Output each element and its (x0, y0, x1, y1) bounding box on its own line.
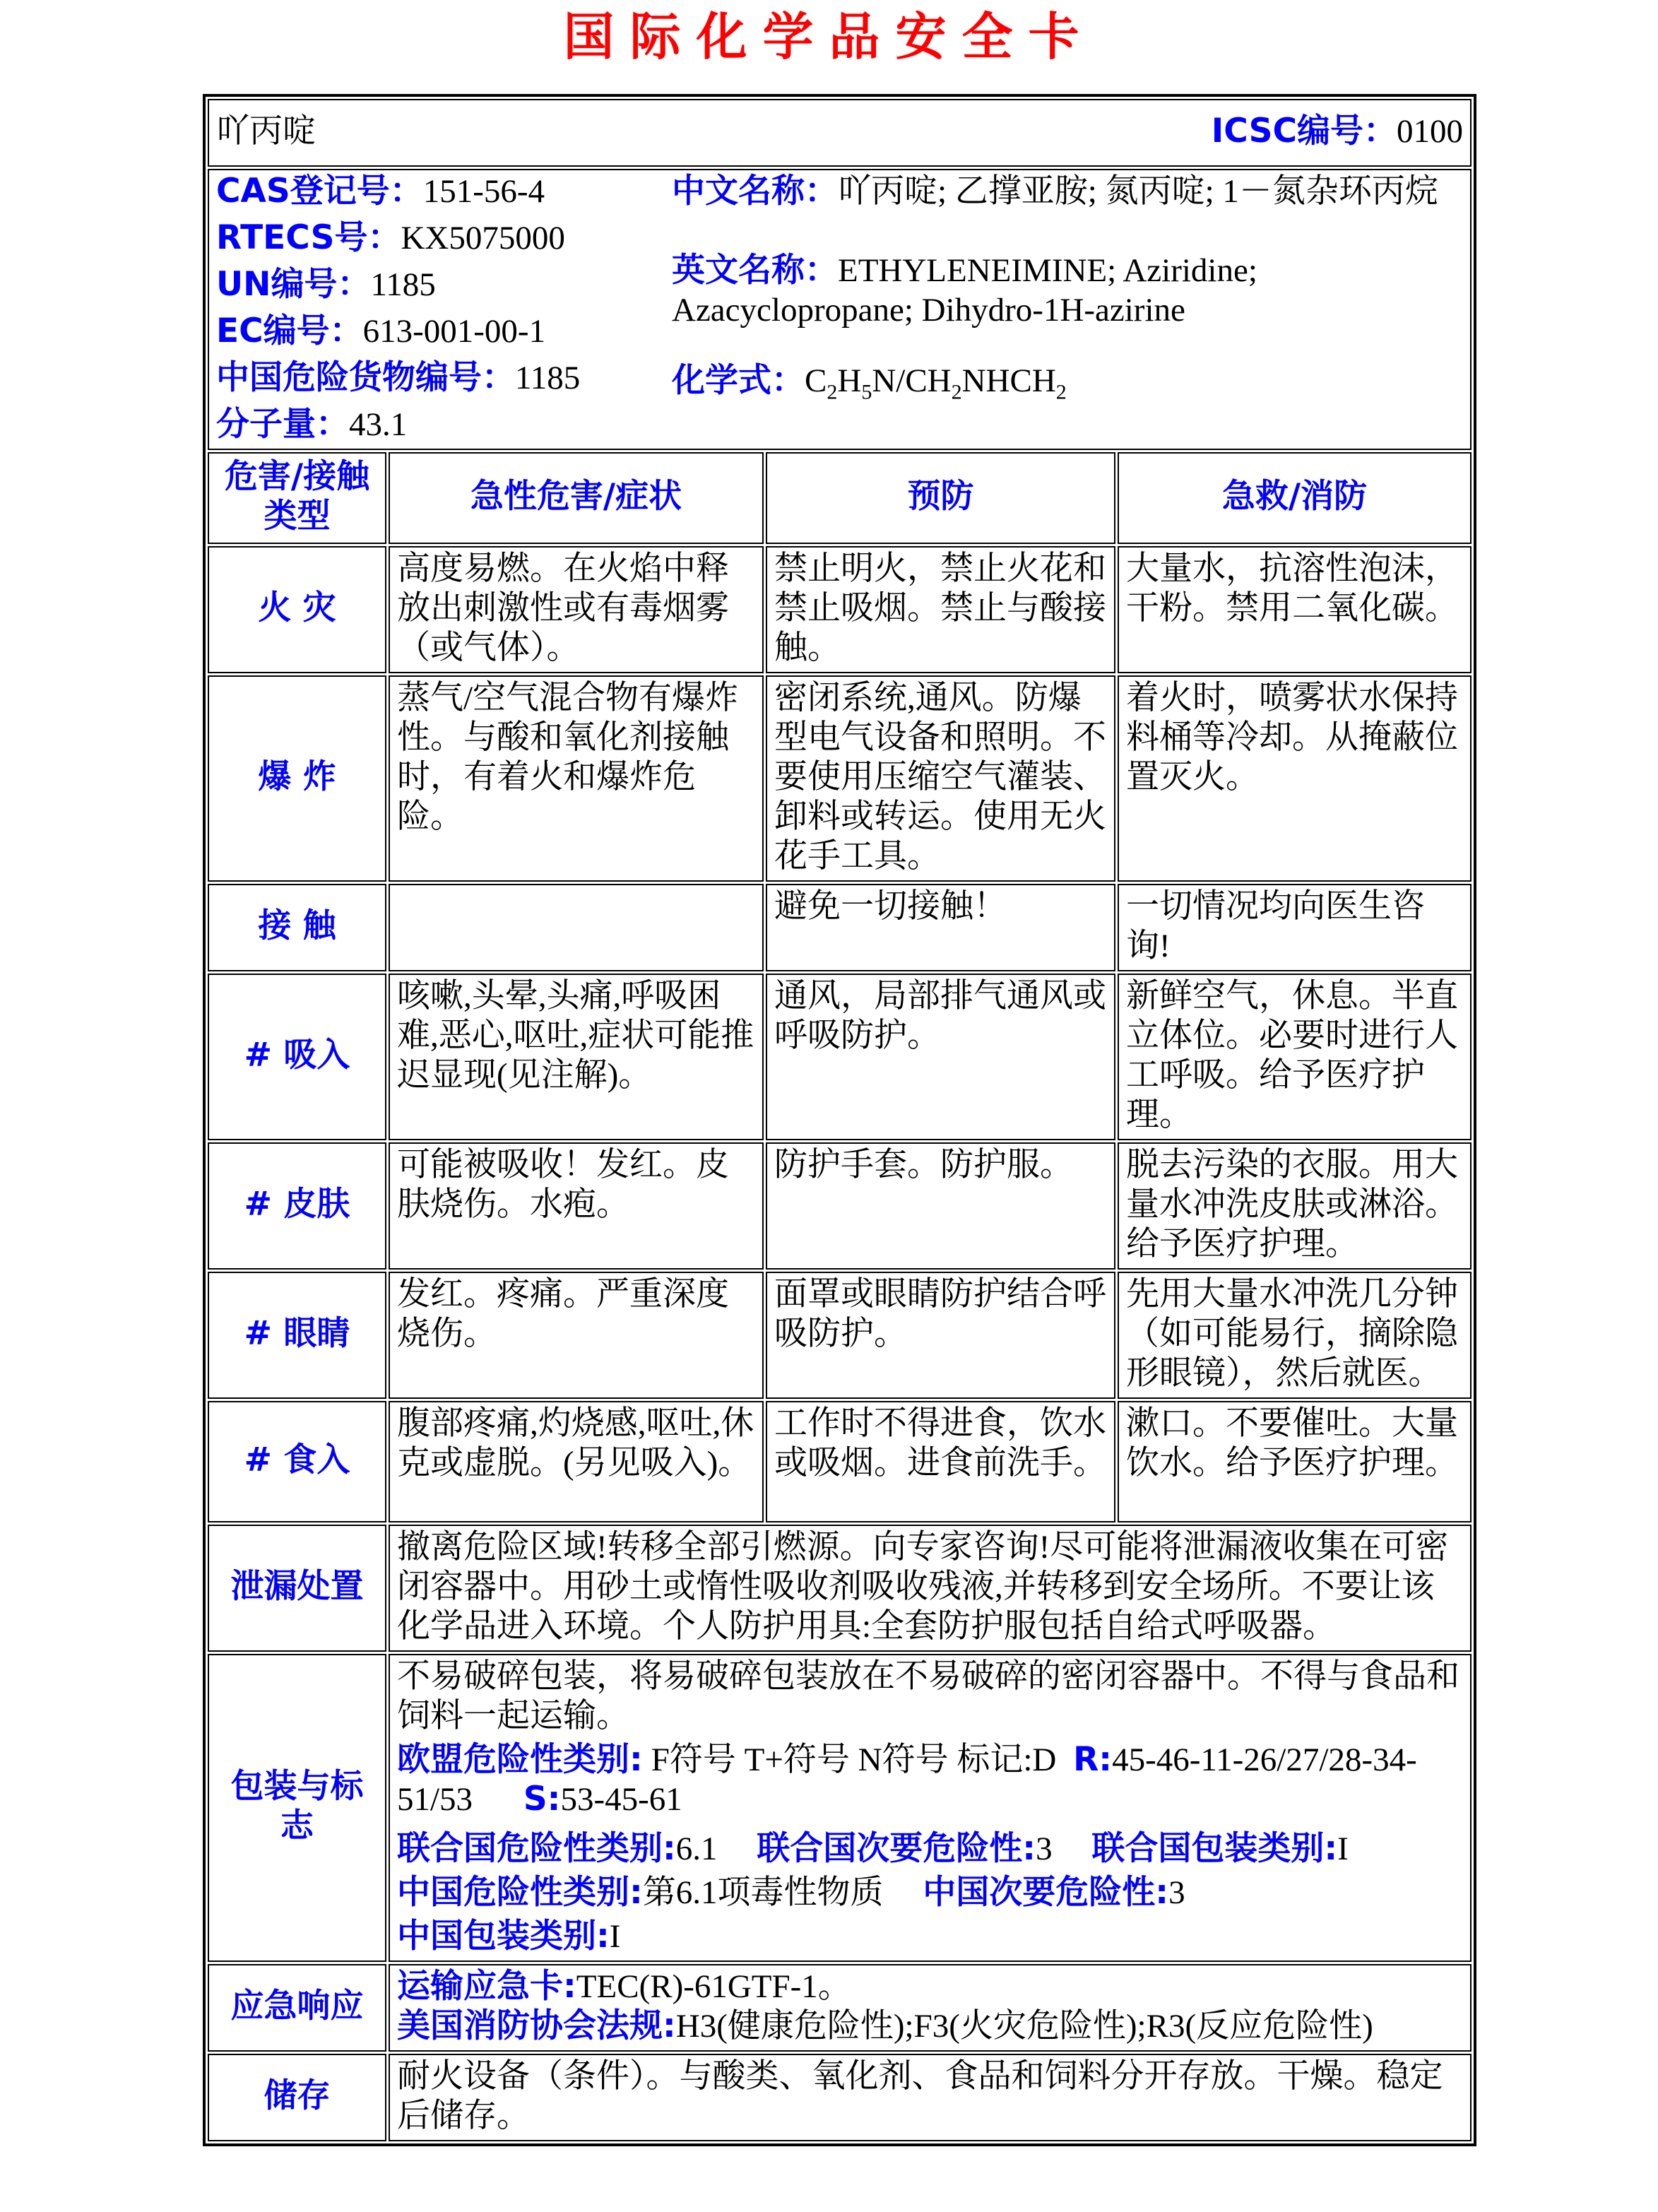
packaging-labeling-row (208, 1654, 1472, 1962)
field-ec (216, 312, 672, 351)
hazard-table-header (208, 452, 1472, 544)
contact-symptoms (389, 884, 764, 971)
eu-class-label: 欧盟危险性类别: (397, 1740, 643, 1779)
un-sub-label: 联合国次要危险性: (757, 1829, 1036, 1868)
eyes-prevention: 面罩或眼睛防护结合呼吸防护。 (766, 1272, 1115, 1399)
card-header-row (208, 99, 1472, 167)
packaging-un-line (397, 1829, 1463, 1869)
un-pack-label: 联合国包装类别: (1091, 1829, 1338, 1868)
field-en-name (672, 251, 1459, 330)
icsc-number-group (1212, 112, 1463, 151)
spill-disposal-text: 撤离危险区域!转移全部引燃源。向专家咨询!尽可能将泄漏液收集在可密闭容器中。用砂土或惰性吸收剂吸收残液,并转移到安全场所。不要让该化学品进入环境。个人防护用具:全套防护服包括自给式呼吸器。 (389, 1525, 1472, 1652)
tec-label: 运输应急卡: (397, 1967, 576, 2006)
emergency-response-content (389, 1964, 1472, 2052)
storage-row (208, 2054, 1472, 2141)
mw-label: 分子量： (216, 405, 349, 444)
identity-cell (208, 169, 1472, 450)
ingestion-first-aid: 漱口。不要催吐。大量饮水。给予医疗护理。 (1118, 1401, 1472, 1522)
ec-label: EC编号： (216, 312, 363, 350)
identity-section (208, 169, 1472, 450)
cn-name-value: 吖丙啶; 乙撑亚胺; 氮丙啶; 1－氮杂环丙烷 (838, 173, 1438, 210)
field-cn-name (672, 172, 1459, 211)
nfpa-line (397, 2006, 1463, 2046)
field-un (216, 265, 672, 304)
chemical-name: 吖丙啶 (216, 113, 316, 150)
hazard-row-eyes (208, 1272, 1472, 1399)
r-phrases-label: R: (1073, 1740, 1113, 1779)
cn-pack-label: 中国包装类别: (397, 1917, 610, 1956)
spill-disposal-row (208, 1525, 1472, 1652)
cn-dg-value: 1185 (515, 360, 581, 396)
inhalation-symptoms: 咳嗽,头晕,头痛,呼吸困难,恶心,呕吐,症状可能推迟显现(见注解)。 (389, 974, 764, 1140)
field-cn-dangerous-goods (216, 358, 672, 398)
packaging-eu-line (397, 1740, 1463, 1819)
rtecs-label: RTECS号： (216, 218, 401, 257)
cn-class-value: 第6.1项毒性物质 (642, 1874, 884, 1911)
identity-right-column (672, 172, 1463, 444)
un-value: 1185 (370, 266, 436, 303)
nfpa-value: H3(健康危险性);F3(火灾危险性);R3(反应危险性) (675, 2008, 1373, 2045)
mw-value: 43.1 (349, 406, 408, 443)
page-title: 国际化学品安全卡 (563, 7, 1095, 66)
header-prevention: 预防 (766, 452, 1115, 544)
icsc-card (203, 94, 1476, 2146)
fire-first-aid: 大量水，抗溶性泡沫，干粉。禁用二氧化碳。 (1118, 546, 1472, 673)
ingestion-symptoms: 腹部疼痛,灼烧感,呕吐,休克或虚脱。(另见吸入)。 (389, 1401, 764, 1522)
tec-value: TEC(R)-61GTF-1。 (576, 1968, 851, 2005)
eyes-symptoms: 发红。疼痛。严重深度烧伤。 (389, 1272, 764, 1399)
un-pack-value: I (1337, 1830, 1349, 1867)
eyes-type-label: # 眼睛 (208, 1272, 386, 1399)
fire-prevention: 禁止明火，禁止火花和禁止吸烟。禁止与酸接触。 (766, 546, 1115, 673)
en-name-label: 英文名称： (672, 251, 838, 290)
fire-symptoms: 高度易燃。在火焰中释放出刺激性或有毒烟雾（或气体）。 (389, 546, 764, 673)
field-rtecs (216, 218, 672, 258)
hazard-row-skin (208, 1142, 1472, 1270)
formula-label: 化学式： (672, 361, 805, 400)
cn-sub-label: 中国次要危险性: (923, 1873, 1169, 1912)
hazard-row-inhalation (208, 974, 1472, 1140)
cas-label: CAS登记号： (216, 172, 423, 211)
icsc-number-value: 0100 (1397, 113, 1463, 150)
s-phrases-label: S: (523, 1780, 561, 1818)
explosion-first-aid: 着火时，喷雾状水保持料桶等冷却。从掩蔽位置灭火。 (1118, 675, 1472, 882)
explosion-prevention: 密闭系统,通风。防爆型电气设备和照明。不要使用压缩空气灌装、卸料或转运。使用无火花手工具。 (766, 675, 1115, 882)
emergency-response-row (208, 1964, 1472, 2052)
explosion-type-label: 爆 炸 (208, 675, 386, 882)
skin-prevention: 防护手套。防护服。 (766, 1142, 1115, 1270)
formula-value: $C_2H_5N/CH_2NHCH_2$ (805, 362, 1067, 404)
card-header-cell (208, 99, 1472, 167)
packaging-cn-line (397, 1873, 1463, 1912)
r-phrases-value: 45-46-11-26/27/28-34-51/53 (397, 1741, 1417, 1818)
storage-label: 储存 (208, 2054, 386, 2141)
tec-line (397, 1967, 1463, 2006)
hazard-row-fire (208, 546, 1472, 673)
nfpa-label: 美国消防协会法规: (397, 2006, 676, 2045)
packaging-transport-note: 不易破碎包装，将易破碎包装放在不易破碎的密闭容器中。不得与食品和饲料一起运输。 (397, 1658, 1459, 1734)
header-symptoms: 急性危害/症状 (389, 452, 764, 544)
field-mol-weight (216, 405, 672, 444)
emergency-response-label: 应急响应 (208, 1964, 386, 2052)
ingestion-type-label: # 食入 (208, 1401, 386, 1522)
un-class-label: 联合国危险性类别: (397, 1829, 676, 1868)
field-formula (672, 361, 1459, 412)
ingestion-prevention: 工作时不得进食，饮水或吸烟。进食前洗手。 (766, 1401, 1115, 1522)
eu-class-value: F符号 T+符号 N符号 标记:D (651, 1741, 1057, 1778)
cn-dg-label: 中国危险货物编号： (216, 358, 515, 397)
icsc-number-label: ICSC编号： (1211, 112, 1397, 150)
header-type: 危害/接触 类型 (208, 452, 386, 544)
hazard-row-explosion (208, 675, 1472, 882)
cn-sub-value: 3 (1168, 1874, 1185, 1911)
un-label: UN编号： (216, 265, 371, 304)
cn-pack-value: I (609, 1918, 621, 1955)
packaging-cn-pack-line (397, 1917, 1463, 1956)
cn-class-label: 中国危险性类别: (397, 1873, 643, 1912)
packaging-labeling-content (389, 1654, 1472, 1962)
inhalation-first-aid: 新鲜空气，休息。半直立体位。必要时进行人工呼吸。给予医疗护理。 (1118, 974, 1472, 1140)
header-first-aid: 急救/消防 (1118, 452, 1472, 544)
fire-type-label: 火 灾 (208, 546, 386, 673)
storage-text: 耐火设备（条件）。与酸类、氧化剂、食品和饲料分开存放。干燥。稳定后储存。 (389, 2054, 1472, 2141)
eyes-first-aid: 先用大量水冲洗几分钟（如可能易行，摘除隐形眼镜），然后就医。 (1118, 1272, 1472, 1399)
identity-left-column (216, 172, 672, 444)
skin-symptoms: 可能被吸收！发红。皮肤烧伤。水疱。 (389, 1142, 764, 1270)
skin-type-label: # 皮肤 (208, 1142, 386, 1270)
cas-value: 151-56-4 (422, 173, 545, 210)
rtecs-value: KX5075000 (401, 220, 565, 256)
skin-first-aid: 脱去污染的衣服。用大量水冲洗皮肤或淋浴。给予医疗护理。 (1118, 1142, 1472, 1270)
contact-prevention: 避免一切接触！ (766, 884, 1115, 971)
packaging-labeling-label: 包装与标志 (208, 1654, 386, 1962)
explosion-symptoms: 蒸气/空气混合物有爆炸性。与酸和氧化剂接触时，有着火和爆炸危险。 (389, 675, 764, 882)
inhalation-type-label: # 吸入 (208, 974, 386, 1140)
s-phrases-value: 53-45-61 (560, 1781, 682, 1818)
contact-type-label: 接 触 (208, 884, 386, 971)
un-class-value: 6.1 (675, 1830, 718, 1867)
en-name-value: ETHYLENEIMINE; Aziridine; Azacyclopropane; Dihydro-1H-azirine (672, 252, 1257, 329)
cn-name-label: 中文名称： (672, 172, 838, 211)
hazard-row-ingestion (208, 1401, 1472, 1522)
inhalation-prevention: 通风，局部排气通风或呼吸防护。 (766, 974, 1115, 1140)
field-cas (216, 172, 672, 211)
un-sub-value: 3 (1036, 1830, 1053, 1867)
hazard-row-contact (208, 884, 1472, 971)
spill-disposal-label: 泄漏处置 (208, 1525, 386, 1652)
contact-first-aid: 一切情况均向医生咨询! (1118, 884, 1472, 971)
ec-value: 613-001-00-1 (362, 313, 546, 350)
